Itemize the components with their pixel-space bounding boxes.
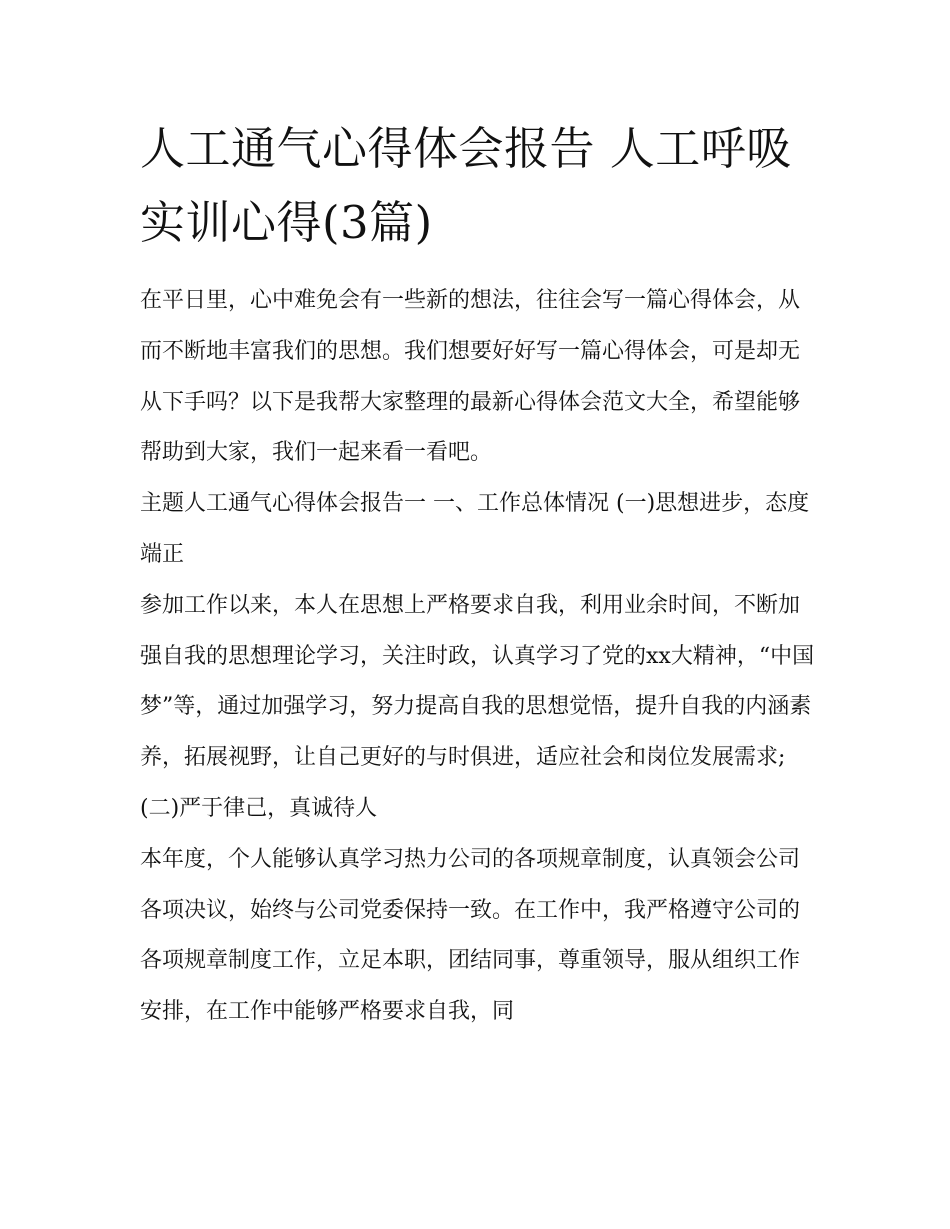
paragraph-thought-progress: 参加工作以来，本人在思想上严格要求自我，利用业余时间，不断加强自我的思想理论学习，关注时政，认真学习了党的xx大精神，“中国梦”等，通过加强学习，努力提高自我的思想觉悟，提升自我的内涵素养，拓展视野，让自己更好的与时俱进，适应社会和岗位发展需求; — [140, 592, 815, 771]
document-body — [140, 276, 816, 1038]
paragraph-section-heading: 主题人工通气心得体会报告一 一、工作总体情况 (一)思想进步，态度端正 — [140, 491, 810, 567]
paragraph-annual-work: 本年度，个人能够认真学习热力公司的各项规章制度，认真领会公司各项决议，始终与公司党委保持一致。在工作中，我严格遵守公司的各项规章制度工作，立足本职，团结同事，尊重领导，服从组织工作安排，在工作中能够严格要求自我，同 — [140, 846, 801, 1025]
paragraph-intro: 在平日里，心中难免会有一些新的想法，往往会写一篇心得体会，从而不断地丰富我们的思想。我们想要好好写一篇心得体会，可是却无从下手吗？以下是我帮大家整理的最新心得体会范文大全，希望能够帮助到大家，我们一起来看一看吧。 — [140, 288, 801, 466]
document-title: 人工通气心得体会报告 人工呼吸实训心得(3篇) — [140, 122, 792, 249]
paragraph-subheading-discipline: (二)严于律己，真诚待人 — [140, 795, 378, 821]
